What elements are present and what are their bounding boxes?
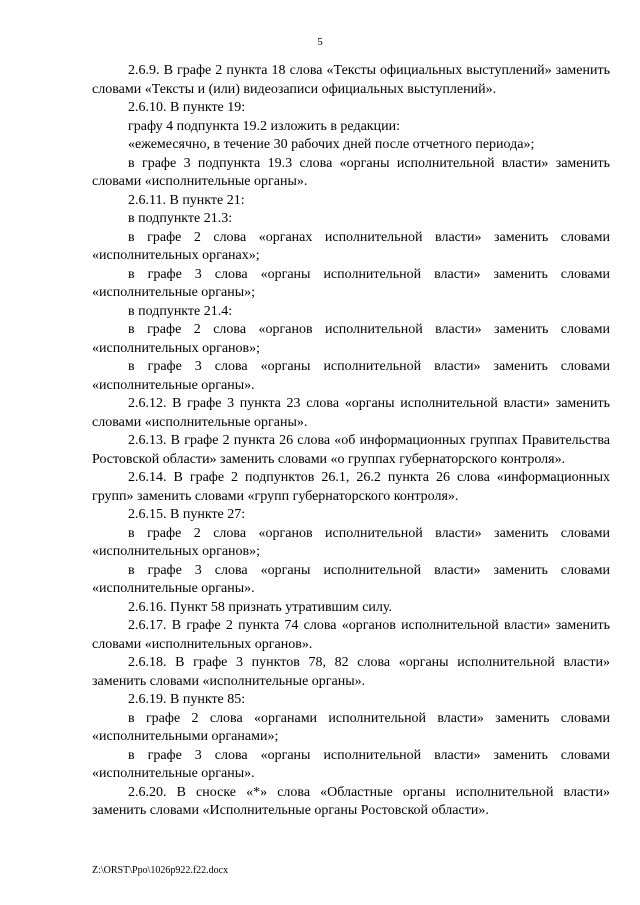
paragraph: 2.6.15. В пункте 27: xyxy=(128,507,246,522)
paragraph: 2.6.10. В пункте 19: xyxy=(128,100,246,115)
paragraph: в графе 2 слова «органами исполнительной власти» заменить словами «исполнительными органами»; xyxy=(92,710,610,744)
paragraph: в графе 3 подпункта 19.3 слова «органы исполнительной власти» заменить словами «исполнительные органы». xyxy=(92,155,610,189)
paragraph: 2.6.9. В графе 2 пункта 18 слова «Тексты официальных выступлений» заменить словами «Тексты и (или) видеозаписи официальных выступлений». xyxy=(92,63,610,97)
paragraph: 2.6.18. В графе 3 пунктов 78, 82 слова «органы исполнительной власти» заменить словами «исполнительные органы». xyxy=(92,655,610,689)
document-body xyxy=(92,62,610,821)
paragraph: в графе 3 слова «органы исполнительной власти» заменить словами «исполнительные органы». xyxy=(92,747,610,781)
paragraph: в графе 3 слова «органы исполнительной власти» заменить словами «исполнительные органы». xyxy=(92,359,610,393)
paragraph: в графе 2 слова «органов исполнительной власти» заменить словами «исполнительных органов»; xyxy=(92,322,610,356)
paragraph: 2.6.19. В пункте 85: xyxy=(128,692,246,707)
paragraph: 2.6.13. В графе 2 пункта 26 слова «об информационных группах Правительства Ростовской области» заменить словами «о группах губернаторского контроля». xyxy=(92,433,610,467)
paragraph: в графе 2 слова «органов исполнительной власти» заменить словами «исполнительных органов»; xyxy=(92,525,610,559)
page-number: 5 xyxy=(317,36,323,48)
paragraph: 2.6.12. В графе 3 пункта 23 слова «органы исполнительной власти» заменить словами «исполнительные органы». xyxy=(92,396,610,430)
paragraph: в подпункте 21.4: xyxy=(128,303,233,319)
paragraph: 2.6.11. В пункте 21: xyxy=(128,192,245,208)
paragraph: в графе 3 слова «органы исполнительной власти» заменить словами «исполнительные органы». xyxy=(92,562,610,596)
footer-file-path: Z:\ORST\Ppo\1026p922.f22.docx xyxy=(92,865,229,876)
paragraph: в графе 3 слова «органы исполнительной власти» заменить словами «исполнительные органы»; xyxy=(92,266,610,300)
paragraph: 2.6.14. В графе 2 подпунктов 26.1, 26.2 пункта 26 слова «информационных групп» заменить словами «групп губернаторского контроля». xyxy=(92,470,610,504)
paragraph: «ежемесячно, в течение 30 рабочих дней после отчетного периода»; xyxy=(128,137,535,152)
paragraph: в подпункте 21.3: xyxy=(128,211,233,226)
paragraph: 2.6.16. Пункт 58 признать утратившим силу. xyxy=(128,599,392,615)
paragraph: 2.6.17. В графе 2 пункта 74 слова «органов исполнительной власти» заменить словами «исполнительных органов». xyxy=(92,618,610,652)
paragraph: 2.6.20. В сноске «*» слова «Областные органы исполнительной власти» заменить словами «Исполнительные органы Ростовской области». xyxy=(92,784,610,818)
paragraph: в графе 2 слова «органах исполнительной власти» заменить словами «исполнительных органах»; xyxy=(92,229,610,263)
paragraph: графу 4 подпункта 19.2 изложить в редакции: xyxy=(128,118,400,134)
